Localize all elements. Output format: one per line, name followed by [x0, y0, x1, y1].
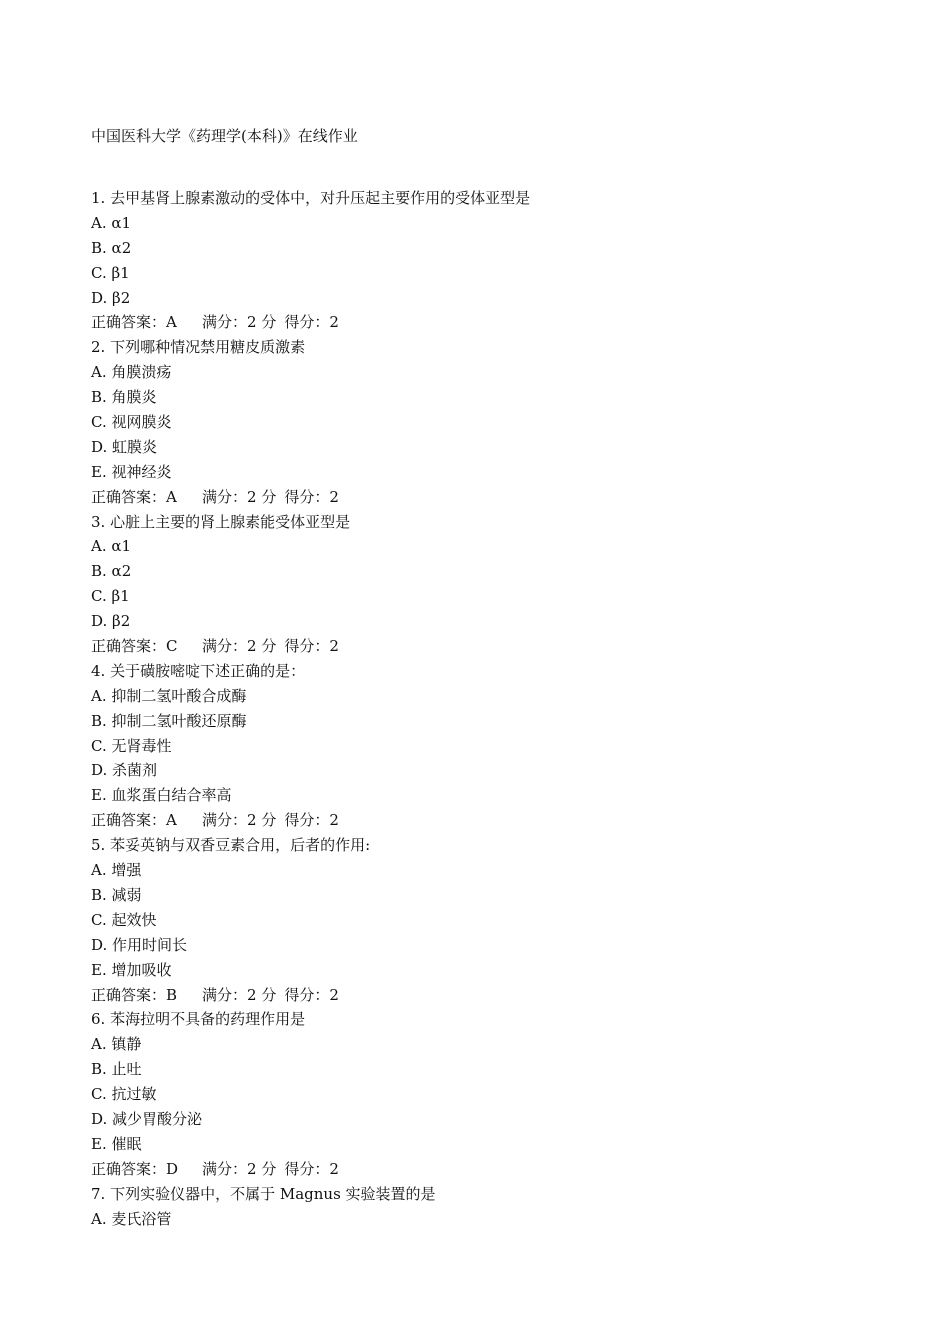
correct-answer-value: D [166, 1159, 179, 1178]
answer-option: B. 抑制二氢叶酸还原酶 [91, 711, 247, 730]
answer-option: A. 抑制二氢叶酸合成酶 [91, 686, 247, 705]
question-block [91, 510, 871, 659]
question-stem: 1. 去甲基肾上腺素激动的受体中，对升压起主要作用的受体亚型是 [91, 189, 531, 207]
full-score-label: 满分： [202, 487, 248, 506]
correct-answer-label: 正确答案： [91, 487, 167, 506]
got-score-label: 得分： [284, 637, 330, 656]
answer-option: B. 止吐 [91, 1060, 142, 1079]
got-score-label: 得分： [284, 1159, 330, 1178]
answer-option: D. 杀菌剂 [91, 761, 158, 780]
full-score-label: 满分： [202, 985, 248, 1004]
answer-option: E. 催眠 [91, 1134, 142, 1153]
question-block [91, 186, 871, 335]
answer-option: C. 无肾毒性 [91, 736, 172, 755]
answer-option: A. 角膜溃疡 [91, 363, 172, 382]
answer-score-line [91, 310, 871, 335]
full-score-label: 满分： [202, 1159, 248, 1178]
document-title: 中国医科大学《药理学(本科)》在线作业 [91, 127, 358, 145]
answer-score-line [91, 485, 871, 510]
full-score-value: 2 分 [247, 313, 277, 332]
answer-option: B. α2 [91, 238, 132, 257]
full-score-value: 2 分 [247, 487, 277, 506]
full-score-label: 满分： [202, 811, 248, 830]
answer-option: B. 减弱 [91, 885, 142, 904]
answer-option: C. 抗过敏 [91, 1085, 157, 1104]
answer-option: D. β2 [91, 612, 131, 631]
answer-score-line [91, 1157, 871, 1182]
question-block [91, 1182, 871, 1232]
question-block [91, 833, 871, 1007]
answer-option: D. 虹膜炎 [91, 437, 158, 456]
correct-answer-value: B [166, 985, 178, 1004]
correct-answer-value: C [166, 637, 178, 656]
got-score-label: 得分： [284, 811, 330, 830]
question-stem: 5. 苯妥英钠与双香豆素合用，后者的作用: [91, 836, 371, 855]
full-score-value: 2 分 [247, 985, 277, 1004]
correct-answer-label: 正确答案： [91, 985, 167, 1004]
correct-answer-label: 正确答案： [91, 1159, 167, 1178]
question-block [91, 1007, 871, 1181]
title-spacer [91, 149, 871, 186]
question-block [91, 659, 871, 833]
answer-option: E. 血浆蛋白结合率高 [91, 786, 232, 805]
got-score-label: 得分： [284, 313, 330, 332]
full-score-label: 满分： [202, 637, 248, 656]
got-score-label: 得分： [284, 487, 330, 506]
answer-option: C. 视网膜炎 [91, 413, 172, 432]
answer-option: E. 增加吸收 [91, 960, 172, 979]
full-score-value: 2 分 [247, 637, 277, 656]
answer-option: B. 角膜炎 [91, 388, 157, 407]
answer-score-line [91, 808, 871, 833]
correct-answer-label: 正确答案： [91, 811, 167, 830]
question-stem: 6. 苯海拉明不具备的药理作用是 [91, 1010, 306, 1029]
got-score-label: 得分： [284, 985, 330, 1004]
correct-answer-label: 正确答案： [91, 313, 167, 332]
correct-answer-value: A [166, 811, 177, 830]
answer-option: A. 增强 [91, 861, 142, 880]
question-block [91, 335, 871, 509]
answer-score-line [91, 983, 871, 1008]
answer-option: A. 镇静 [91, 1035, 142, 1054]
answer-option: C. β1 [91, 587, 130, 606]
answer-option: A. α1 [91, 213, 132, 232]
answer-option: C. 起效快 [91, 910, 157, 929]
got-score-value: 2 [329, 313, 339, 332]
got-score-value: 2 [329, 985, 339, 1004]
got-score-value: 2 [329, 487, 339, 506]
answer-option: A. 麦氏浴管 [91, 1209, 172, 1228]
full-score-value: 2 分 [247, 1159, 277, 1178]
got-score-value: 2 [329, 811, 339, 830]
correct-answer-value: A [166, 313, 177, 332]
question-list [91, 186, 871, 1231]
question-stem: 4. 关于磺胺嘧啶下述正确的是： [91, 661, 306, 680]
answer-option: E. 视神经炎 [91, 462, 172, 481]
question-stem: 2. 下列哪种情况禁用糖皮质激素 [91, 338, 306, 357]
question-stem: 3. 心脏上主要的肾上腺素能受体亚型是 [91, 512, 351, 531]
got-score-value: 2 [329, 1159, 339, 1178]
answer-option: B. α2 [91, 562, 132, 581]
full-score-value: 2 分 [247, 811, 277, 830]
answer-score-line [91, 634, 871, 659]
correct-answer-value: A [166, 487, 177, 506]
answer-option: D. β2 [91, 288, 131, 307]
question-stem: 7. 下列实验仪器中，不属于 Magnus 实验装置的是 [91, 1184, 436, 1203]
correct-answer-label: 正确答案： [91, 637, 167, 656]
document-page [91, 124, 871, 1231]
answer-option: C. β1 [91, 263, 130, 282]
full-score-label: 满分： [202, 313, 248, 332]
got-score-value: 2 [329, 637, 339, 656]
answer-option: D. 作用时间长 [91, 935, 188, 954]
answer-option: D. 减少胃酸分泌 [91, 1109, 203, 1128]
answer-option: A. α1 [91, 537, 132, 556]
